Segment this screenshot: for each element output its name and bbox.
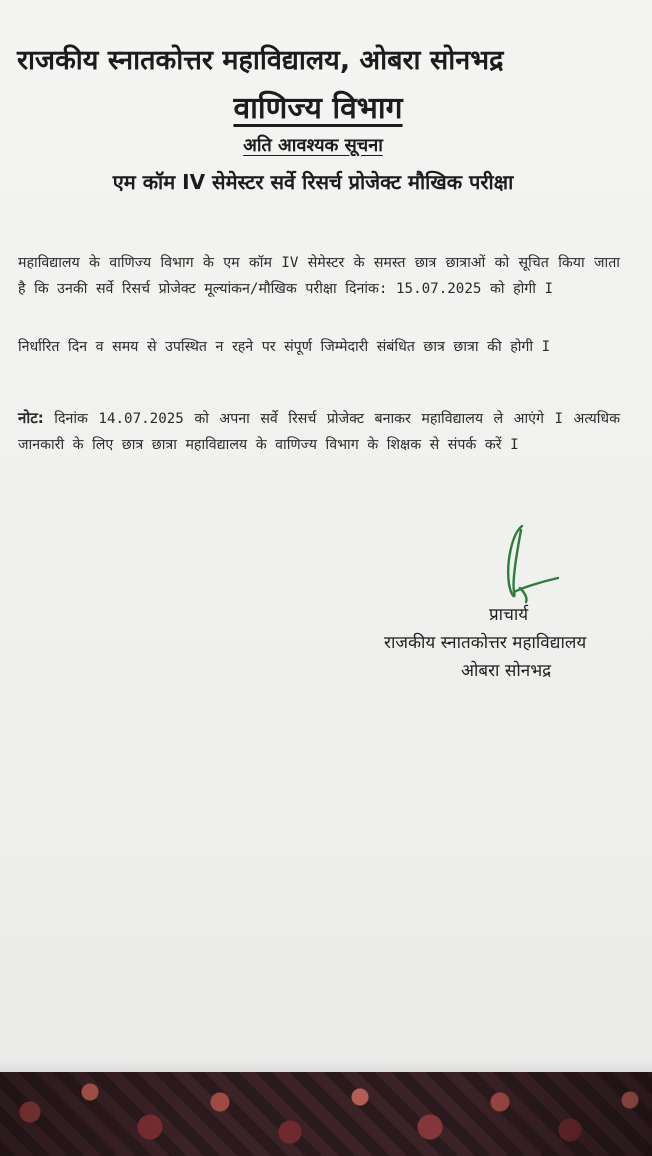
signature-college-name: राजकीय स्नातकोत्तर महाविद्यालय — [384, 633, 587, 653]
note-label: नोट: — [18, 409, 44, 427]
notice-paragraph-1: महाविद्यालय के वाणिज्य विभाग के एम कॉम IV सेमेस्टर के समस्त छात्र छात्राओं को सूचित किया जाता है कि उनकी सर्वे रिसर्च प्रोजेक्ट मूल्यांकन/मौखिक परीक्षा दिनांक: 15.07.2025 को होगी I — [18, 255, 620, 297]
notice-paragraph-2: निर्धारित दिन व समय से उपस्थित न रहने पर संपूर्ण जिम्मेदारी संबंधित छात्र छात्रा की होगी I — [18, 339, 551, 355]
department-title: वाणिज्य विभाग — [233, 91, 403, 126]
background-shadow — [0, 1072, 652, 1156]
paper-bottom-edge — [0, 1058, 652, 1072]
college-name: राजकीय स्नातकोत्तर महाविद्यालय, ओबरा सोनभद्र — [17, 45, 504, 76]
exam-title: एम कॉम IV सेमेस्टर सर्वे रिसर्च प्रोजेक्ट मौखिक परीक्षा — [112, 170, 514, 194]
notice-paragraph-3 — [18, 405, 620, 458]
notice-label: अति आवश्यक सूचना — [243, 135, 383, 156]
note-text: दिनांक 14.07.2025 को अपना सर्वे रिसर्च प्रोजेक्ट बनाकर महाविद्यालय ले आएंगे I अत्यधिक जानकारी के लिए छात्र छात्रा महाविद्यालय के वाणिज्य विभाग के शिक्षक से संपर्क करें I — [18, 411, 620, 453]
principal-designation: प्राचार्य — [489, 605, 529, 625]
signature-place: ओबरा सोनभद्र — [461, 661, 552, 681]
